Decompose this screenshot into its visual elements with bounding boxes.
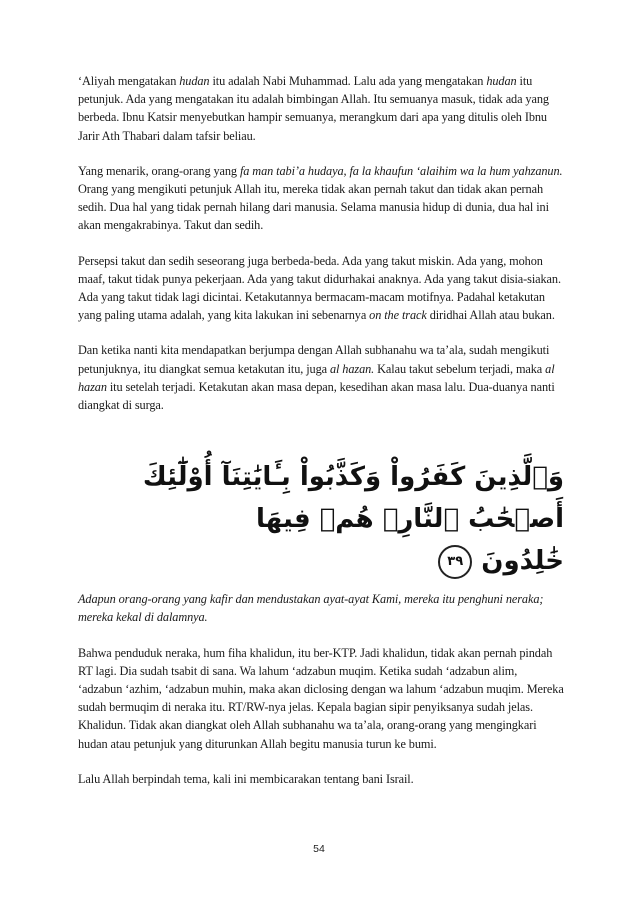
text-run: Kalau takut sebelum terjadi, maka bbox=[374, 361, 546, 376]
paragraph-2 bbox=[78, 162, 564, 235]
text-run: diridhai Allah atau bukan. bbox=[426, 308, 555, 323]
text-run: Persepsi takut dan sedih seseorang juga berbeda-beda. Ada yang takut miskin. Ada yang, mohon maaf, takut tidak punya pekerjaan. Ada yang takut didurhakai anaknya. Ada yang takut disia-siakan. Ada yang takut tidak lagi dicintai. Ketakutannya bermacam-macam motifnya. Padahal ketakutan yang paling utama adalah, yang kita lakukan ini sebenarnya bbox=[78, 253, 561, 323]
text-run: itu petunjuk. Ada yang mengatakan itu adalah bimbingan Allah. Itu semuanya masuk, tidak ada yang berbeda. Ibnu Katsir menyebutkan hampir semuanya, merangkum dari apa yang ditulis oleh Ibnu Jarir Ath Thabari dalam tafsir beliau. bbox=[78, 74, 549, 143]
paragraph-6 bbox=[78, 770, 564, 788]
italic-run: on the track bbox=[369, 308, 427, 323]
text-run: Dan ketika nanti kita mendapatkan berjumpa dengan Allah subhanahu wa ta’ala, sudah mengikuti petunjuknya, itu diangkat semua ketakutan itu, juga bbox=[78, 343, 550, 376]
text-run: Bahwa penduduk neraka, hum fiha khalidun, itu ber-KTP. Jadi khalidun, tidak akan pernah pindah RT lagi. Dia sudah tsabit di sana. Wa lahum ‘adzabun muqim. Ketika sudah ‘adzabun alim, ‘adzabun ‘azhim, ‘adzabun muhin, maka akan diclosing dengan wa lahum ‘adzabun muqim. Mereka sudah bermuqim di neraka itu. RT/RW-nya jelas. Kepala bagian sipir penyiksanya sudah jelas. Khalidun. Tidak akan diangkat oleh Allah subhanahu wa ta’ala, orang-orang yang mengingkari hudan atau petunjuk yang diturunkan Allah begitu manusia turun ke bumi. bbox=[78, 645, 564, 751]
text-run: ‘Aliyah mengatakan bbox=[78, 74, 180, 88]
italic-run: al hazan bbox=[78, 361, 555, 394]
text-run: itu adalah Nabi Muhammad. Lalu ada yang mengatakan bbox=[209, 74, 487, 88]
text-run: Yang menarik, orang-orang yang bbox=[78, 163, 240, 178]
quran-verse-line-1: وَٱلَّذِينَ كَفَرُواْ وَكَذَّبُواْ بِـَٔايَٰتِنَآ أُوْلَٰٓئِكَ أَصۡحَٰبُ ٱلنَّارِۖ هُمۡ فِيهَا bbox=[142, 462, 564, 535]
text-run: Orang yang mengikuti petunjuk Allah itu, mereka tidak akan pernah takut dan tidak akan pernah sedih. Dua hal yang tidak pernah hilang dari manusia. Selama manusia hidup di dunia, dua hal ini akan mengakrabinya. Takut dan sedih. bbox=[78, 182, 549, 233]
page-body bbox=[78, 72, 564, 805]
text-run: Lalu Allah berpindah tema, kali ini membicarakan tentang bani Israil. bbox=[78, 771, 414, 786]
italic-run: al hazan. bbox=[329, 361, 375, 376]
paragraph-1 bbox=[78, 72, 564, 145]
italic-run: fa man tabi’a hudaya, fa la khaufun ‘alaihim wa la hum yahzanun. bbox=[239, 163, 563, 178]
italic-run: hudan bbox=[179, 74, 210, 88]
ayah-number-badge: ٣٩ bbox=[438, 545, 472, 579]
verse-translation: Adapun orang-orang yang kafir dan mendustakan ayat-ayat Kami, mereka itu penghuni neraka; mereka kekal di dalamnya. bbox=[78, 592, 544, 625]
quran-verse-line-2: خَٰلِدُونَ bbox=[481, 546, 564, 577]
paragraph-3 bbox=[78, 252, 564, 325]
quran-verse-line-2-wrap bbox=[78, 540, 564, 582]
text-run: itu setelah terjadi. Ketakutan akan masa depan, kesedihan akan masa lalu. Dua-duanya nanti diangkat di surga. bbox=[78, 379, 555, 413]
page-number: 54 bbox=[313, 843, 325, 855]
italic-run: hudan bbox=[486, 74, 517, 88]
quran-verse bbox=[78, 456, 564, 582]
paragraph-5 bbox=[78, 644, 564, 753]
paragraph-4 bbox=[78, 341, 564, 414]
